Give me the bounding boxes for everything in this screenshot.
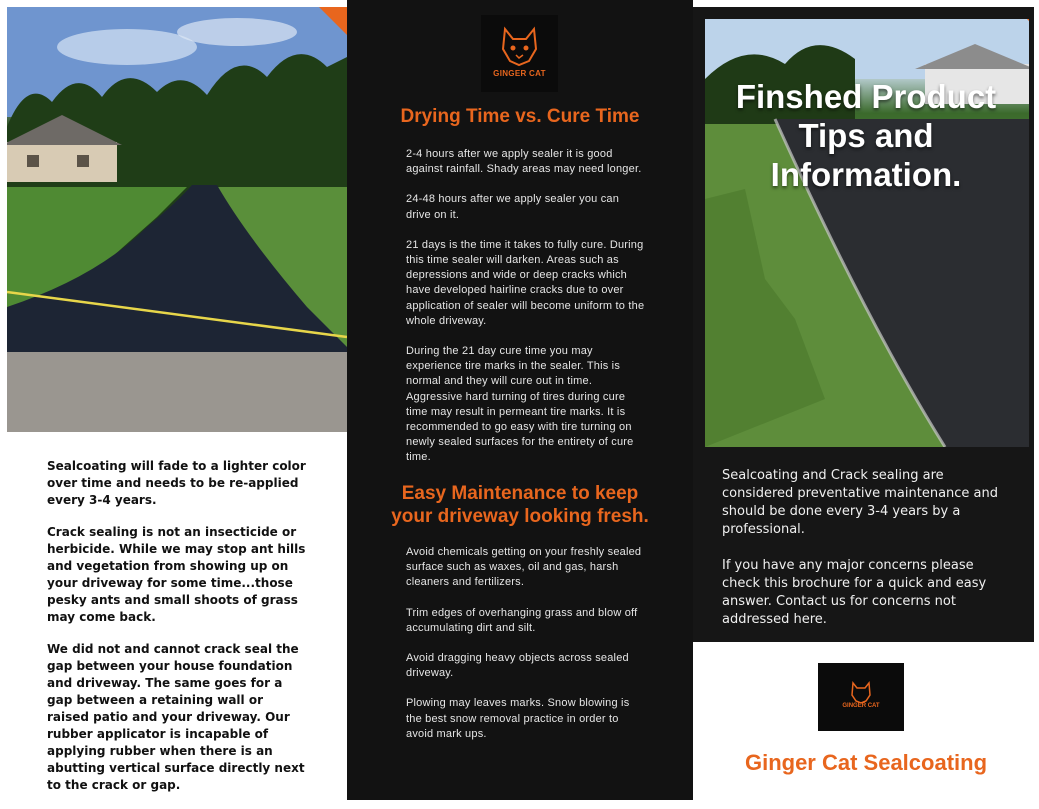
driveway-photo-art — [7, 7, 347, 432]
drying-paragraph: 24-48 hours after we apply sealer you can drive on it. — [406, 193, 620, 221]
cat-head-logo-icon — [481, 15, 558, 92]
maintenance-paragraph: Trim edges of overhanging grass and blow off accumulating dirt and silt. — [406, 606, 638, 634]
drying-cure-heading: Drying Time vs. Cure Time — [400, 106, 640, 127]
drying-paragraph: 2-4 hours after we apply sealer it is good against rainfall. Shady areas may need longer. — [406, 148, 642, 176]
dark-info-block — [693, 7, 1034, 642]
right-paragraph: Sealcoating and Crack sealing are considered preventative maintenance and should be done every 3-4 years by a professional. — [722, 468, 999, 537]
brand-logo-small — [818, 663, 904, 731]
right-panel — [693, 0, 1039, 800]
company-name: Ginger Cat Sealcoating — [744, 750, 988, 775]
left-paragraph: Crack sealing is not an insecticide or herbicide. While we may stop ant hills and vegetation from showing up on your driveway for some time...those pesky ants and small shoots of grass may come back. — [47, 525, 306, 624]
title-line: Tips and — [798, 117, 934, 154]
left-paragraph: Sealcoating will fade to a lighter color over time and needs to be re-applied every 3-4 years. — [47, 459, 306, 507]
logo-text: GINGER CAT — [842, 703, 880, 709]
maintenance-paragraph: Avoid dragging heavy objects across sealed driveway. — [406, 652, 629, 680]
drying-paragraph: 21 days is the time it takes to fully cure. During this time sealer will darken. Areas such as depressions and wide or deep cracks which have developed hairline cracks due to over application of sealer will become uniform to the whole driveway. — [406, 238, 645, 327]
maintenance-paragraph: Plowing may leaves marks. Snow blowing is the best snow removal practice in order to avoid mark ups. — [406, 697, 630, 740]
maintenance-paragraph: Avoid chemicals getting on your freshly sealed surface such as waxes, oil and gas, harsh cleaners and fertilizers. — [406, 546, 642, 589]
maintenance-heading-line: Easy Maintenance to keep — [401, 483, 639, 504]
right-title — [713, 77, 1019, 194]
maintenance-section — [406, 545, 646, 757]
left-text-block — [47, 458, 309, 809]
right-text-block — [722, 467, 1014, 647]
right-paragraph: If you have any major concerns please check this brochure for a quick and easy answer. Contact us for concerns not addressed here. — [722, 558, 987, 627]
logo-text: GINGER CAT — [493, 69, 546, 78]
maintenance-heading-line: your driveway looking fresh. — [391, 506, 649, 527]
left-paragraph: We did not and cannot crack seal the gap between your house foundation and driveway. The same goes for a gap between a retaining wall or raised patio and your driveway. Our rubber applicator is incapable of applying rubber when there is an abutting vertical surface directly next to the crack or gap. — [47, 642, 305, 792]
left-panel — [0, 0, 347, 800]
corner-accent — [319, 7, 347, 35]
middle-panel — [347, 0, 693, 800]
drying-paragraph: During the 21 day cure time you may experience tire marks in the sealer. This is normal and they will cure out in time. Aggressive hard turning of tires during cure time may result in permeant tire marks. It is recommended to go easy with tire turning on newly sealed surfaces for the entirety of cure time. — [406, 345, 634, 464]
maintenance-heading — [347, 482, 693, 528]
cat-head-logo-icon — [818, 663, 904, 731]
corner-accent — [1015, 19, 1029, 33]
driveway-photo — [7, 7, 347, 432]
brand-logo — [481, 15, 558, 92]
drying-cure-section — [406, 147, 646, 481]
title-line: Finshed Product — [735, 78, 997, 115]
title-line: Information. — [770, 156, 962, 193]
